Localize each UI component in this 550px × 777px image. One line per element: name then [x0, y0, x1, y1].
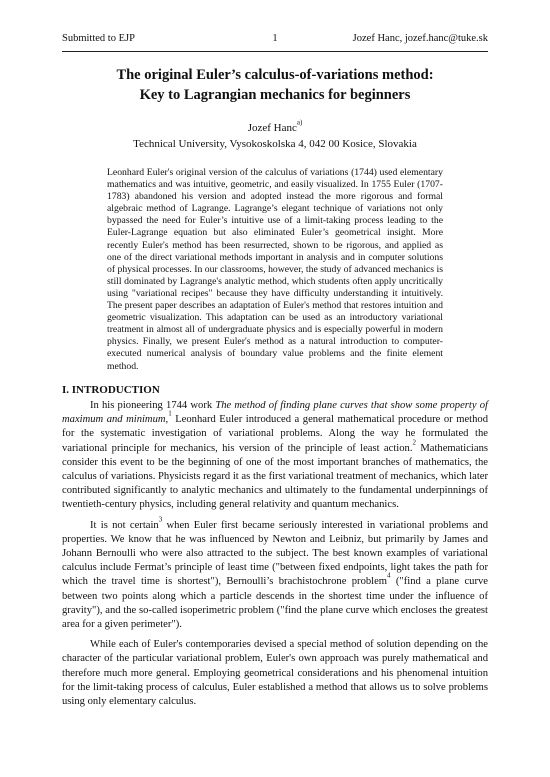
author-affiliation: Technical University, Vysokoskolska 4, 042 00 Kosice, Slovakia: [133, 138, 417, 150]
section-heading: I. INTRODUCTION: [62, 384, 160, 396]
footnote-ref-4: 4: [387, 572, 391, 581]
author-footnote-mark: a): [296, 118, 303, 127]
title-line-1: The original Euler’s calculus-of-variations method:: [116, 67, 434, 83]
p2-text-c: ("find a plane curve between two points along which a particle descends in the shortest time under the influence of gravity"), and the so-called isoperimetric problem ("find the plane curve which encloses the greatest area for a given perimeter").: [62, 576, 488, 631]
footnote-ref-3: 3: [158, 515, 163, 524]
header-rule: [62, 51, 488, 52]
p1-text-b: Leonhard Euler introduced a general mathematical procedure or method for the systematic investigation of variational problems. Along the way he formulated the variational principle for mechanics, his version of the principle of least action.: [62, 414, 488, 454]
p2-text-a: It is not certain: [90, 519, 159, 531]
title-line-2: Key to Lagrangian mechanics for beginners: [139, 87, 411, 103]
p1-text-a: In his pioneering 1744 work: [90, 400, 216, 411]
work-title-italic: The method of finding plane curves that show some property of maximum and minimum,: [62, 400, 488, 426]
author-name: Jozef Hanc: [247, 122, 297, 134]
p1-text-c: Mathematicians consider this event to be the beginning of one of the most important branches of mathematics, the calculus of variations. Physicists regard it as the first variational treatment of mechanics, which later contributed significantly to analytic mechanics and ultimately to the fundamental underpinnings of twentieth-century physics, including general relativity and quantum mechanics.: [62, 442, 488, 511]
p2-text-b: when Euler first became seriously interested in variational problems and properties. We know that he was influenced by Newton and Leibniz, but primarily by James and Johann Bernoulli who were also attracted to the subject. The best known examples of variational calculus include Fermat’s principle of least time ("between fixed endpoints, light takes the path for which the travel time is shortest"), Bernoulli’s brachistochrone problem: [62, 519, 488, 588]
header-journal: Submitted to EJP: [62, 33, 135, 44]
paragraph-3: While each of Euler's contemporaries devised a special method of solution depending on the character of the particular variational problem, Euler's own approach was purely mathematical and therefore much more general. Employing geometrical considerations and his phenomenal intuition for the limit-taking process of calculus, Euler established a method that allows us to solve problems using only elementary calculus.: [62, 639, 488, 708]
running-header: [62, 33, 488, 47]
footnote-ref-1: 1: [168, 409, 172, 418]
header-author-email: Jozef Hanc, jozef.hanc@tuke.sk: [352, 33, 488, 44]
paper-title: [62, 65, 488, 105]
paragraph-2: [62, 515, 488, 633]
paragraph-1: [62, 399, 488, 513]
page-number: 1: [272, 33, 278, 44]
abstract: Leonhard Euler's original version of the calculus of variations (1744) used elementary mathematics and was intuitive, geometric, and easily visualized. In 1755 Euler (1707-1783) abandoned his version and adopted instead the more rigorous and formal algebraic method of Lagrange. Lagrange’s elegant technique of variations not only bypassed the need for Euler’s intuitive use of a limit-taking process leading to the Euler-Lagrange equation but also eliminated Euler’s geometrical insight. More recently Euler's method has been resurrected, shown to be rigorous, and applied as one of the direct variational methods important in analysis and in computer solutions of physical processes. In our classrooms, however, the study of advanced mechanics is still dominated by Lagrange's analytic method, which students often apply uncritically using "variational recipes" because they have difficulty understanding it intuitively. The present paper describes an adaptation of Euler's method that restores intuition and geometric visualization. This adaptation can be used as an introductory variational treatment in almost all of undergraduate physics and is especially powerful in modern physics. Finally, we present Euler's method as a natural introduction to computer-executed numerical analysis of boundary value problems and the finite element method.: [107, 167, 443, 372]
footnote-ref-2: 2: [412, 438, 416, 447]
author-line: [62, 118, 488, 135]
section-body: [62, 399, 488, 713]
